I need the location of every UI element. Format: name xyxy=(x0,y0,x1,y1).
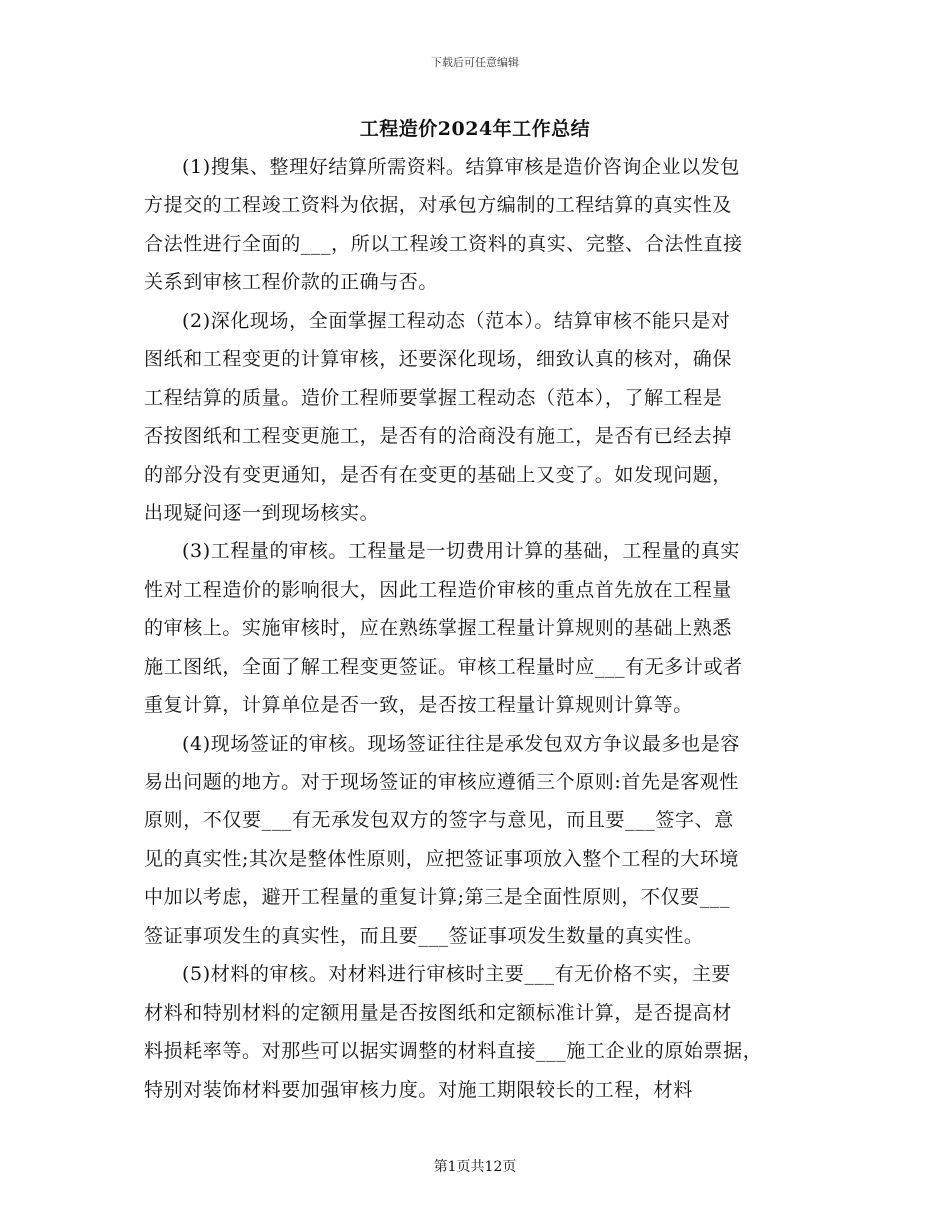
text-line: 重复计算，计算单位是否一致，是否按工程量计算规则计算等。 xyxy=(144,694,693,717)
text-line: 性对工程造价的影响很大，因此工程造价审核的重点首先放在工程量 xyxy=(144,578,733,601)
document-title: 工程造价2024年工作总结 xyxy=(359,118,591,140)
text-line: 图纸和工程变更的计算审核，还要深化现场，细致认真的核对，确保 xyxy=(144,348,733,371)
paragraph-first-line: (4)现场签证的审核。现场签证往往是承发包双方争议最多也是容 xyxy=(182,732,740,755)
text-line: 易出问题的地方。对于现场签证的审核应遵循三个原则:首先是客观性 xyxy=(144,771,740,793)
paragraph-first-line: (2)深化现场，全面掌握工程动态（范本）。结算审核不能只是对 xyxy=(182,309,731,332)
text-line: 否按图纸和工程变更施工，是否有的洽商没有施工，是否有已经去掉 xyxy=(144,425,733,448)
text-line: 出现疑问逐一到现场核实。 xyxy=(144,501,380,524)
text-line: 合法性进行全面的___，所以工程竣工资料的真实、完整、合法性直接 xyxy=(144,232,743,255)
text-line: 特别对装饰材料要加强审核力度。对施工期限较长的工程，材料 xyxy=(144,1078,693,1101)
text-line: 材料和特别材料的定额用量是否按图纸和定额标准计算，是否提高材 xyxy=(144,1001,733,1024)
paragraph-first-line: (5)材料的审核。对材料进行审核时主要___有无价格不实，主要 xyxy=(182,963,732,986)
text-line: 关系到审核工程价款的正确与否。 xyxy=(144,271,439,294)
paragraph-first-line: (1)搜集、整理好结算所需资料。结算审核是造价咨询企业以发包 xyxy=(182,156,740,178)
text-line: 签证事项发生的真实性，而且要___签证事项发生数量的真实性。 xyxy=(144,924,704,947)
text-line: 的部分没有变更通知，是否有在变更的基础上又变了。如发现问题， xyxy=(144,463,733,486)
paragraph-first-line: (3)工程量的审核。工程量是一切费用计算的基础，工程量的真实 xyxy=(182,540,740,563)
text-line: 见的真实性;其次是整体性原则，应把签证事项放入整个工程的大环境 xyxy=(144,847,740,870)
text-line: 中加以考虑，避开工程量的重复计算;第三是全面性原则，不仅要___ xyxy=(144,886,731,909)
text-line: 方提交的工程竣工资料为依据，对承包方编制的工程结算的真实性及 xyxy=(144,194,733,217)
text-line: 料损耗率等。对那些可以据实调整的材料直接___施工企业的原始票据， xyxy=(144,1040,763,1063)
text-line: 原则，不仅要___有无承发包双方的签字与意见，而且要___签字、意 xyxy=(144,809,734,832)
page-header: 下载后可任意编辑 xyxy=(431,56,519,69)
document-body xyxy=(0,148,950,1109)
text-line: 的审核上。实施审核时，应在熟练掌握工程量计算规则的基础上熟悉 xyxy=(144,617,733,640)
page-number: 第1页共12页 xyxy=(433,1159,517,1175)
text-line: 工程结算的质量。造价工程师要掌握工程动态（范本），了解工程是 xyxy=(144,386,723,409)
text-line: 施工图纸，全面了解工程变更签证。审核工程量时应___有无多计或者 xyxy=(144,655,743,678)
